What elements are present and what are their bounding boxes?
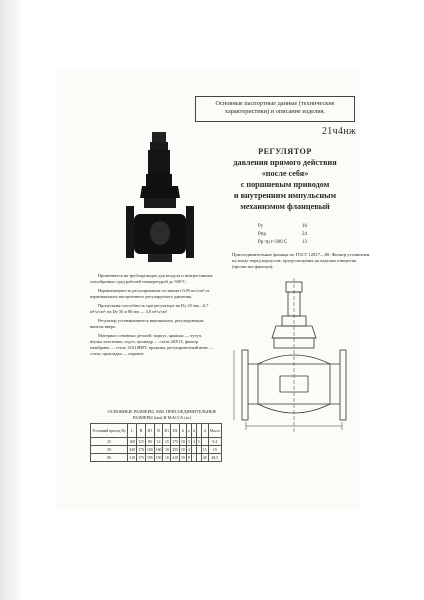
title-line-2: давления прямого действия — [233, 158, 337, 167]
table-cell: 4 — [187, 447, 190, 452]
description-paragraph: Применяется на трубопроводах для воздуха и неагрессивных газообразных сред рабочей температурой до 300°С. — [90, 273, 213, 284]
table-cell: 80 — [91, 454, 128, 462]
title-line-6: механизмом фланцевый — [240, 202, 330, 211]
description-paragraph: Регулятор устанавливается вертикально, регулирующим винтом вверх. — [90, 318, 204, 329]
regulator-photo — [118, 128, 202, 268]
table-cell: 50 — [91, 446, 128, 454]
title-line-1: РЕГУЛЯТОР — [258, 147, 312, 156]
table-header-cell: D2 — [171, 424, 180, 438]
table-cell: 3 — [187, 439, 190, 444]
table-cell: 19 — [181, 455, 185, 460]
table-cell: 115 — [138, 439, 144, 444]
description-text — [90, 273, 214, 360]
table-cell: 230 — [129, 447, 136, 452]
title-line-5: и внутренним импульсным — [233, 191, 337, 200]
product-title — [200, 146, 370, 212]
table-cell: 19 — [208, 446, 221, 454]
table-cell: 195 — [146, 455, 153, 460]
parameters-list — [258, 223, 348, 247]
param-value: 16 — [302, 224, 307, 229]
param-row — [258, 231, 348, 239]
table-cell: 9,4 — [208, 438, 221, 446]
table-row — [91, 438, 222, 446]
table-title: ОСНОВНЫЕ РАЗМЕРЫ, ММ, ПРИСОЕДИНИТЕЛЬНЫЕ РАЗМЕРЫ (мм) И МАССА (кг) — [107, 409, 217, 420]
table-cell: 18 — [164, 455, 169, 460]
table-header-cell: b — [180, 424, 187, 438]
table-cell: 48 — [202, 455, 207, 460]
table-header-cell: d — [201, 424, 208, 438]
table-cell: 15 — [202, 447, 207, 452]
model-number: 21ч4нж — [322, 126, 357, 137]
param-key: Pу — [258, 224, 264, 229]
param-row — [258, 223, 348, 231]
table-cell: 4 — [192, 439, 195, 444]
title-line-4: с поршневым приводом — [240, 180, 330, 189]
table-cell: 100 — [146, 447, 153, 452]
table-cell: 8 — [187, 455, 190, 460]
table-header-cell: Условный проход Dу — [91, 424, 128, 438]
description-paragraph: Пропускная способность при регуляторе на Dу 25 мм—0,7 м³/ч/см²; на Dу 50 и 80 мм — 3,0 м³/ч/см². — [90, 303, 209, 314]
table-header-cell: z — [186, 424, 191, 438]
table-cell: 19 — [181, 447, 185, 452]
table-header-cell: H — [137, 424, 146, 438]
table-header-cell: d — [191, 424, 196, 438]
param-key: Pр·тр t=300 C — [258, 240, 288, 245]
table-cell: 25 — [91, 438, 128, 446]
table-cell — [201, 438, 208, 446]
param-value: 13 — [302, 240, 307, 245]
param-value: 24 — [302, 232, 307, 237]
table-cell: 310 — [129, 455, 136, 460]
scan-edge-shadow — [0, 0, 20, 600]
table-cell: 80 — [145, 438, 154, 446]
table-header-cell: Масса — [208, 424, 221, 438]
passport-data-box: Основные паспортные данные (технические характеристики) и описание изделия. — [195, 96, 355, 122]
table-header-cell: D1 — [163, 424, 171, 438]
table-cell: 150 — [155, 455, 162, 460]
param-row — [258, 239, 348, 247]
table-header-row — [91, 424, 222, 438]
table-cell: 175 — [138, 455, 144, 460]
table-cell: 170 — [138, 447, 144, 452]
table-row — [91, 454, 222, 462]
title-line-3: «после себя» — [261, 169, 309, 178]
description-paragraph: Неравномерность регулирования составляет 0,05 кгс/см² от первоначально настроенного регулируемого давления. — [90, 288, 210, 299]
table-cell: 410 — [172, 455, 178, 460]
table-header-cell: L — [128, 424, 137, 438]
flange-note: Присоединительные фланцы по ГОСТ 12817—80. Фильтр установлен на входе перед корпусом; предусмотрены на изделии отверстия (прочистка фильтра); — [232, 252, 370, 270]
table-cell: 48,5 — [208, 454, 221, 462]
description-paragraph: Материал основных деталей: корпус, крышка — чугун, втулка золотника, седло, цилиндр — сталь 20Х13, фильтр мембраны — сталь 12Х18Н9Т, пружина, регулировочный винт — сталь; прокладка — паронит. — [90, 333, 214, 356]
dimensions-table — [90, 423, 222, 462]
table-cell: 160 — [129, 439, 136, 444]
table-cell: 255 — [172, 447, 178, 452]
table-cell: 14 — [154, 438, 163, 446]
table-cell: 175 — [172, 439, 178, 444]
table-cell: 19 — [181, 439, 185, 444]
table-header-cell: D — [154, 424, 163, 438]
table-header-cell: H1 — [145, 424, 154, 438]
table-cell: 160 — [155, 447, 162, 452]
table-cell: 15 — [164, 439, 169, 444]
table-cell: 5 — [197, 439, 200, 444]
param-key: Pпр — [258, 232, 266, 237]
table-cell: 19 — [164, 447, 169, 452]
technical-drawing — [232, 276, 354, 436]
table-row — [91, 446, 222, 454]
